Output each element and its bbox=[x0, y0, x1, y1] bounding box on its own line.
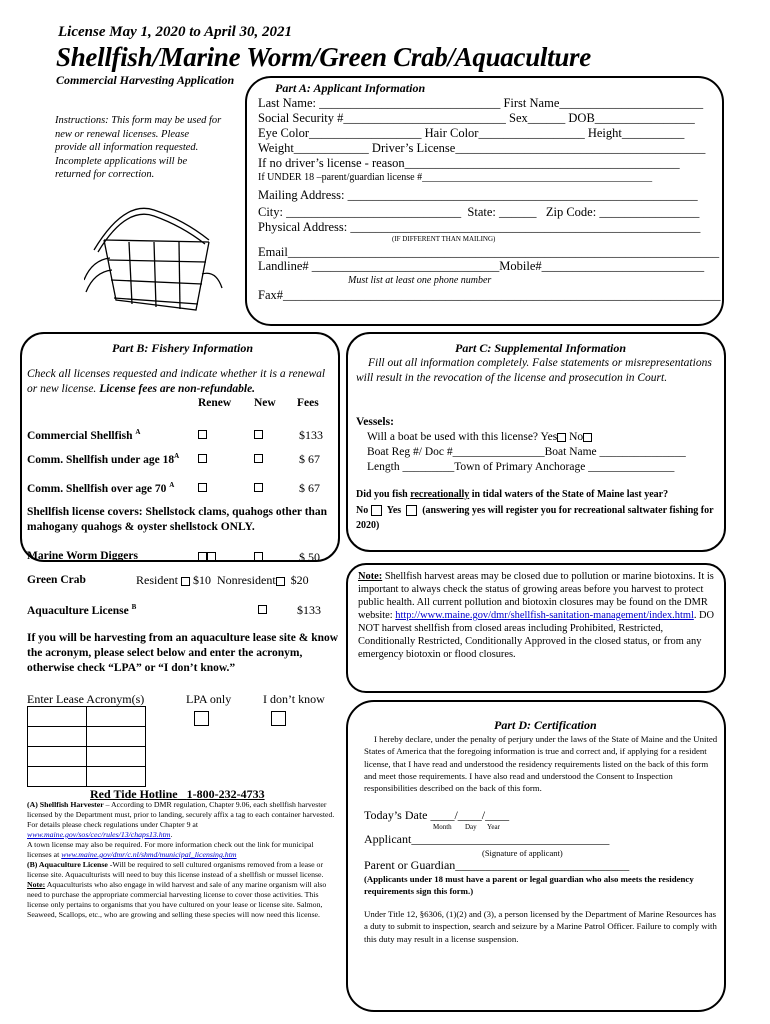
green-crab-label: Green Crab bbox=[27, 574, 86, 586]
aquaculture-label: Aquaculture License $^B$ bbox=[27, 603, 137, 617]
day-label: Day bbox=[465, 823, 477, 831]
lease-site-instructions: If you will be harvesting from an aquaculture lease site & know the acronym, please select below and enter the acronym, otherwise check “LPA” or “I don’t know.” bbox=[27, 632, 339, 674]
signature-caption: (Signature of applicant) bbox=[482, 848, 563, 858]
marine-worm-label: Marine Worm Diggers bbox=[27, 550, 138, 562]
email-field[interactable]: Email_____________________________________________________________________ bbox=[258, 245, 720, 259]
footnote-a: (A) Shellfish Harvester – According to DMR regulation, Chapter 9.06, each shellfish harvester licensed by the Department must, prior to landing, securely affix a tag to each container harvested. For details please check regulations under Chapter 9 at www.maine.gov/sos/cec/rules/13/chaps13.htm. A town license may also be required. For more information check out the link for municipal licenses at www.maine.gov/dmr/c.nl/shmd/municipal_licensing.htm (B) Aquaculture License -Will be required to sell cultured organisms removed from a lease or license site. Aquaculturists will need to buy this license instead of a shellfish or mussel license. Note: Aquaculturists who also engage in wild harvest and sale of any marine organism will also need to purchase the appropriate commercial harvesting license to cover those activities. This license only pertains to organisms that you have cultured on your lease or license site. Salmon, Seaweed, Scallops, etc., who are growing and selling these species will now need this license. bbox=[27, 800, 335, 919]
recreational-no-checkbox[interactable] bbox=[371, 505, 382, 516]
license-period: License May 1, 2020 to April 30, 2021 bbox=[58, 24, 293, 40]
if-different-note: (IF DIFFERENT THAN MAILING) bbox=[392, 235, 496, 243]
row-commercial-shellfish: Commercial Shellfish $^A$ bbox=[27, 428, 141, 442]
mailing-address-field[interactable]: Mailing Address: ________________________________________________________ bbox=[258, 188, 698, 202]
city-state-zip-row[interactable]: City: ____________________________ State: ______ Zip Code: ________________ bbox=[258, 205, 700, 219]
marine-worm-new-checkbox[interactable] bbox=[254, 552, 263, 561]
part-b-title: Part B: Fishery Information bbox=[112, 341, 254, 355]
part-b-intro: Check all licenses requested and indicate whether it is a renewal or new license. License fees are non-refundable. bbox=[27, 368, 326, 395]
shellfish-under18-renew-checkbox[interactable] bbox=[198, 454, 207, 463]
fees-header: Fees bbox=[297, 397, 319, 409]
boat-question: Will a boat be used with this license? Yes No bbox=[367, 431, 592, 443]
shellfish-crate-illustration bbox=[84, 180, 224, 320]
renew-header: Renew bbox=[198, 397, 232, 409]
dont-know-label: I don’t know bbox=[263, 692, 325, 706]
row-shellfish-over70: Comm. Shellfish over age 70 $^A$ bbox=[27, 481, 175, 495]
aquaculture-fee: $133 bbox=[297, 603, 321, 617]
no-license-reason-field[interactable]: If no driver’s license - reason____________________________________________ bbox=[258, 156, 680, 170]
red-tide-hotline: Red Tide Hotline 1-800-232-4733 bbox=[90, 787, 265, 801]
commercial-shellfish-renew-checkbox[interactable] bbox=[198, 430, 207, 439]
shellfish-over70-renew-checkbox[interactable] bbox=[198, 483, 207, 492]
city-label: City: bbox=[258, 205, 284, 219]
length-anchorage-field[interactable]: Length _________Town of Primary Anchorage _______________ bbox=[367, 461, 675, 473]
municipal-licensing-link[interactable]: www.maine.gov/dmr/c.nl/shmd/municipal_licensing.htm bbox=[61, 850, 237, 859]
commercial-shellfish-fee: $133 bbox=[299, 428, 323, 442]
marine-worm-renew-checkbox-2[interactable] bbox=[207, 552, 216, 561]
marine-worm-renew-checkbox-1[interactable] bbox=[198, 552, 207, 561]
fax-field[interactable]: Fax#______________________________________________________________________ bbox=[258, 288, 721, 302]
shellfish-over70-new-checkbox[interactable] bbox=[254, 483, 263, 492]
instructions: Instructions: This form may be used for new or renewal licenses. Please provide all information requested. Incomplete applications will be returned for correction. bbox=[55, 115, 222, 180]
guardian-requirement-note: (Applicants under 18 must have a parent or legal guardian who also meets the residency requirements sign this form.) bbox=[364, 874, 694, 896]
lease-acronym-grid[interactable] bbox=[27, 706, 146, 787]
weight-license-field[interactable]: Weight____________ Driver’s License________________________________________ bbox=[258, 141, 706, 155]
green-crab-options: Resident $10 Nonresident $20 bbox=[136, 573, 309, 587]
physical-address-field[interactable]: Physical Address: ________________________________________________________ bbox=[258, 220, 701, 234]
form-subtitle: Commercial Harvesting Application bbox=[56, 73, 235, 87]
boat-no-checkbox[interactable] bbox=[583, 433, 592, 442]
shellfish-over70-fee: $ 67 bbox=[299, 481, 320, 495]
green-crab-resident-checkbox[interactable] bbox=[181, 577, 190, 586]
new-header: New bbox=[254, 397, 276, 409]
shellfish-coverage-note: Shellfish license covers: Shellstock clams, quahogs other than mahogany quahogs & oyster shellstock ONLY. bbox=[27, 506, 328, 533]
lpa-only-label: LPA only bbox=[186, 692, 232, 706]
shellfish-under18-fee: $ 67 bbox=[299, 452, 320, 466]
commercial-shellfish-new-checkbox[interactable] bbox=[254, 430, 263, 439]
last-first-name-field[interactable]: Last Name: _____________________________ First Name_______________________ bbox=[258, 96, 704, 110]
marine-worm-fee: $ 50 bbox=[299, 550, 320, 564]
vessels-label: Vessels: bbox=[356, 416, 394, 428]
green-crab-nonresident-checkbox[interactable] bbox=[276, 577, 285, 586]
recreational-yes-checkbox[interactable] bbox=[406, 505, 417, 516]
inspection-consent-note: Under Title 12, §6306, (1)(2) and (3), a person licensed by the Department of Marine Resources has a duty to submit to inspection, search and seizure by a Marine Patrol Officer. Failure to comply with this duty may result in a license suspension. bbox=[364, 909, 717, 944]
year-label: Year bbox=[487, 823, 500, 831]
perjury-declaration: I hereby declare, under the penalty of perjury under the laws of the State of Maine and the United States of America that the foregoing information is true and correct and, if applying for a resident license, that I have read and understood the residency requirements listed on the back of this form and meet those requirements. I have also read and understood the Consent to Inspection responsibilities described on the back of this form. bbox=[364, 734, 718, 794]
dont-know-checkbox[interactable] bbox=[271, 711, 286, 726]
lease-acronym-label: Enter Lease Acronym(s) bbox=[27, 692, 145, 706]
dmr-closures-link[interactable]: http://www.maine.gov/dmr/shellfish-sanitation-management/index.html bbox=[395, 610, 694, 621]
row-shellfish-under18: Comm. Shellfish under age $18^A$ bbox=[27, 452, 180, 466]
recreational-answer: No Yes (answering yes will register you for recreational saltwater fishing for 2020) bbox=[356, 505, 714, 531]
recreational-question: Did you fish recreationally in tidal waters of the State of Maine last year? bbox=[356, 489, 669, 500]
applicant-signature-field[interactable]: Applicant_________________________________ bbox=[364, 832, 610, 846]
shellfish-under18-new-checkbox[interactable] bbox=[254, 454, 263, 463]
state-label: State: bbox=[467, 205, 496, 219]
under18-guardian-license-field[interactable]: If UNDER 18 –parent/guardian license #______________________________________________ bbox=[258, 172, 653, 183]
form-title: Shellfish/Marine Worm/Green Crab/Aquaculture bbox=[56, 42, 591, 72]
month-label: Month bbox=[433, 823, 452, 831]
part-c-title: Part C: Supplemental Information bbox=[455, 341, 627, 355]
part-d-title: Part D: Certification bbox=[494, 718, 597, 732]
part-c-intro: Fill out all information completely. False statements or misrepresentations will result in the revocation of the license and prosecution in Court. bbox=[356, 357, 712, 384]
chapter9-regulations-link[interactable]: www.maine.gov/sos/cec/rules/13/chaps13.htm bbox=[27, 830, 171, 839]
ssn-sex-dob-field[interactable]: Social Security #__________________________ Sex______ DOB________________ bbox=[258, 111, 695, 125]
aquaculture-checkbox[interactable] bbox=[258, 605, 267, 614]
zip-label: Zip Code: bbox=[545, 205, 597, 219]
landline-mobile-field[interactable]: Landline# ______________________________Mobile#__________________________ bbox=[258, 259, 705, 273]
phone-requirement-note: Must list at least one phone number bbox=[348, 275, 492, 286]
lpa-only-checkbox[interactable] bbox=[194, 711, 209, 726]
boat-reg-name-field[interactable]: Boat Reg #/ Doc #________________Boat Name _______________ bbox=[367, 446, 686, 458]
boat-yes-checkbox[interactable] bbox=[557, 433, 566, 442]
part-a-title: Part A: Applicant Information bbox=[275, 81, 426, 95]
todays-date-field[interactable]: Today’s Date ____/____/____ bbox=[364, 808, 510, 822]
eye-hair-height-field[interactable]: Eye Color__________________ Hair Color_________________ Height__________ bbox=[258, 126, 685, 140]
guardian-signature-field[interactable]: Parent or Guardian_____________________________ bbox=[364, 858, 630, 872]
closure-note: Note: Shellfish harvest areas may be closed due to pollution or marine biotoxins. It is important to always check the status of growing areas before you harvest to protect public health. All current pollution and biotoxin closures may be found on the DMR website: http://www.maine.gov/dmr/shellfish-sanitation-management/index.html. DO NOT harvest shellfish from closed areas including Prohibited, Restricted, Conditionally Restricted, Conditionally Approved in the closed status, or from any emergency biotoxin or flood closures. bbox=[358, 571, 715, 660]
